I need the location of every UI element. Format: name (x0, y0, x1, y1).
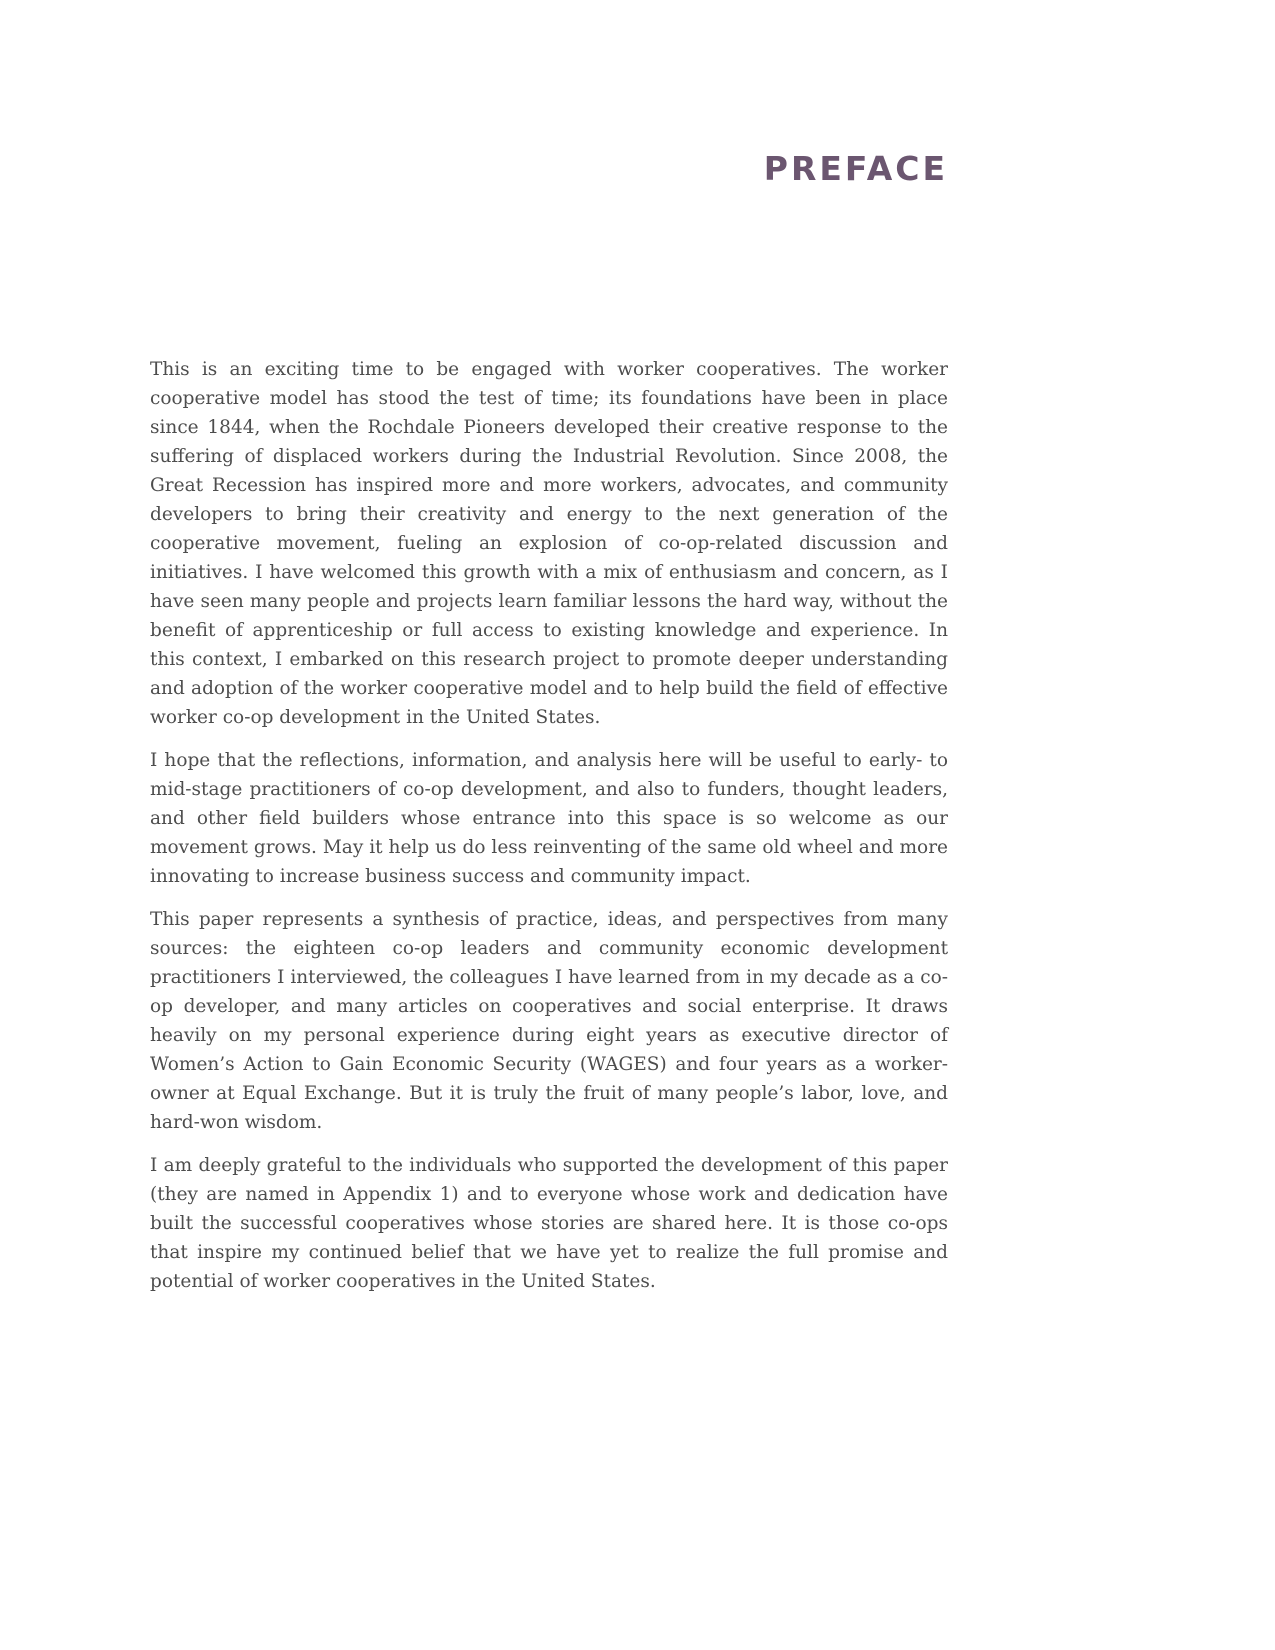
paragraph-2: I hope that the reflections, information, and analysis here will be useful to early- to mid-stage practitioners of co-op development, and also to funders, thought leaders, and other field builders whose entrance into this space is so welcome as our movement grows. May it help us do less reinventing of the same old wheel and more innovating to increase business success and community impact. (150, 750, 948, 887)
preface-body (150, 355, 948, 1310)
paragraph-4: I am deeply grateful to the individuals who supported the development of this paper (they are named in Appendix 1) and to everyone whose work and dedication have built the successful cooperatives whose stories are shared here. It is those co-ops that inspire my continued belief that we have yet to realize the full promise and potential of worker cooperatives in the United States. (150, 1155, 948, 1292)
paragraph-1: This is an exciting time to be engaged with worker cooperatives. The worker cooperative model has stood the test of time; its foundations have been in place since 1844, when the Rochdale Pioneers developed their creative response to the suffering of displaced workers during the Industrial Revolution. Since 2008, the Great Recession has inspired more and more workers, advocates, and community developers to bring their creativity and energy to the next generation of the cooperative movement, fueling an explosion of co-op-related discussion and initiatives. I have welcomed this growth with a mix of enthusiasm and concern, as I have seen many people and projects learn familiar lessons the hard way, without the benefit of apprenticeship or full access to existing knowledge and experience. In this context, I embarked on this research project to promote deeper understanding and adoption of the worker cooperative model and to help build the field of effective worker co-op development in the United States. (150, 359, 948, 728)
paragraph-3: This paper represents a synthesis of practice, ideas, and perspectives from many sources: the eighteen co-op leaders and community economic development practitioners I interviewed, the colleagues I have learned from in my decade as a co-op developer, and many articles on cooperatives and social enterprise. It draws heavily on my personal experience during eight years as executive director of Women’s Action to Gain Economic Security (WAGES) and four years as a worker-owner at Equal Exchange. But it is truly the fruit of many people’s labor, love, and hard-won wisdom. (150, 909, 948, 1133)
page-title: PREFACE (763, 149, 948, 188)
